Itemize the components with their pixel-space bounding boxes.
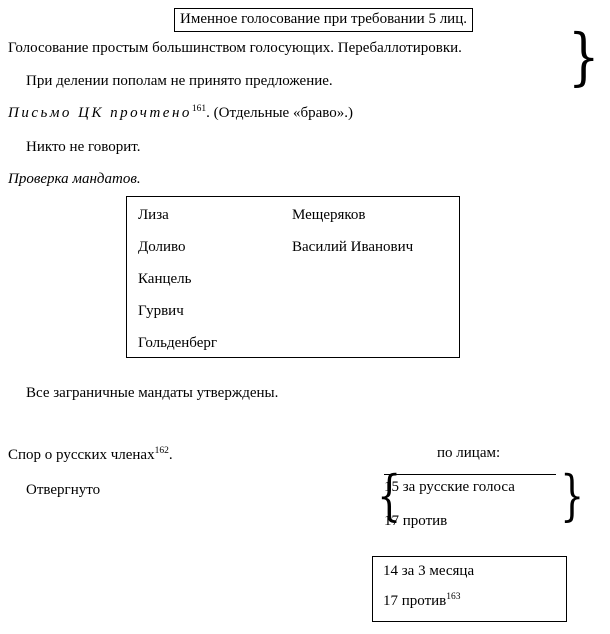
table-row: Доливо — [138, 239, 186, 255]
vote-brace-group — [372, 464, 585, 542]
page-title: Именное голосование при требовании 5 лиц. — [180, 11, 467, 27]
paragraph-line-7-text: Спор о русских членах — [8, 447, 155, 463]
names-column-left — [138, 197, 217, 359]
footnote-ref-161: 161 — [191, 104, 207, 114]
bottom-vote-box — [372, 556, 567, 622]
table-row: Гольденберг — [138, 335, 218, 351]
bottom-vote-line-2 — [383, 592, 461, 610]
names-column-right — [292, 197, 413, 263]
table-row: Канцель — [138, 271, 192, 287]
paragraph-line-6: Все заграничные мандаты утверждены. — [26, 385, 279, 401]
right-brace-icon: } — [560, 464, 585, 527]
paragraph-line-3-rest: . (Отдельные «браво».) — [206, 105, 353, 121]
paragraph-line-2: При делении пополам не принято предложение. — [26, 73, 333, 89]
paragraph-line-7-rest: . — [168, 447, 173, 463]
bottom-vote-line-1: 14 за 3 месяца — [383, 563, 475, 579]
footnote-ref-162: 162 — [154, 446, 169, 456]
divider — [384, 474, 556, 475]
table-row: Василий Иванович — [292, 239, 414, 255]
table-row: Гурвич — [138, 303, 184, 319]
footnote-ref-163: 163 — [446, 592, 461, 602]
bottom-vote-line-2-text: 17 против — [383, 593, 447, 609]
letter-spaced-text: Письмо ЦК прочтено — [8, 105, 192, 121]
paragraph-line-4: Никто не говорит. — [26, 139, 141, 155]
table-row: Лиза — [138, 207, 169, 223]
paragraph-line-9: по лицам: — [437, 445, 501, 461]
paragraph-line-3 — [8, 104, 353, 122]
vote-line-for: 15 за русские голоса — [384, 479, 515, 495]
paragraph-line-8: Отвергнуто — [26, 482, 101, 498]
paragraph-line-7 — [8, 446, 173, 464]
page-title-box — [174, 8, 473, 32]
table-row: Мещеряков — [292, 207, 366, 223]
vote-line-against: 17 против — [384, 513, 448, 529]
left-brace-icon: { — [377, 464, 402, 527]
paragraph-line-1: Голосование простым большинством голосующих. Перебаллотировки. — [8, 40, 462, 56]
paragraph-line-5: Проверка мандатов. — [8, 171, 141, 187]
right-grouping-brace: } — [568, 20, 600, 93]
names-table — [126, 196, 460, 358]
